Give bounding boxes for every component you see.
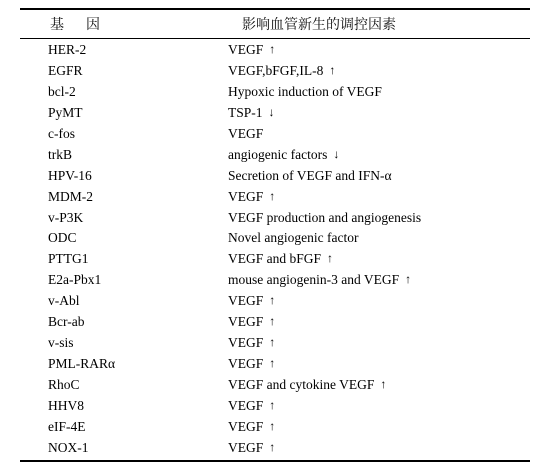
factor-cell <box>228 145 339 166</box>
factor-cell <box>228 228 358 249</box>
table-row <box>0 228 548 249</box>
table-bottom-rule <box>20 460 530 462</box>
table-row <box>0 438 548 459</box>
factor-text: Novel angiogenic factor <box>228 230 359 246</box>
table-row <box>0 333 548 354</box>
gene-cell: v-Abl <box>48 293 80 309</box>
gene-cell: PML-RARα <box>48 356 116 372</box>
arrow-up-icon: ↑ <box>269 397 276 412</box>
factor-text: Secretion of VEGF and IFN-α <box>228 167 392 183</box>
table-row <box>0 375 548 396</box>
gene-header-char-2: 因 <box>86 17 100 33</box>
factor-text: VEGF <box>228 125 264 141</box>
factor-cell <box>228 333 275 354</box>
column-header-gene <box>50 14 130 34</box>
arrow-up-icon: ↑ <box>269 42 276 56</box>
arrow-up-icon: ↑ <box>329 62 336 77</box>
factor-text: VEGF <box>228 314 264 330</box>
arrow-up-icon: ↑ <box>269 293 276 308</box>
gene-cell: c-fos <box>48 125 75 141</box>
factor-cell <box>228 249 333 270</box>
gene-cell: EGFR <box>48 62 83 78</box>
gene-header-char-1: 基 <box>50 17 64 33</box>
arrow-up-icon: ↑ <box>269 335 276 350</box>
arrow-down-icon: ↓ <box>268 104 275 119</box>
table-row <box>0 208 548 229</box>
column-header-factor: 影响血管新生的调控因素 <box>242 17 396 33</box>
factor-cell <box>228 103 275 124</box>
factor-text: VEGF <box>228 397 264 413</box>
table-row <box>0 417 548 438</box>
table-row <box>0 82 548 103</box>
gene-cell: PyMT <box>48 104 83 120</box>
arrow-up-icon: ↑ <box>269 439 276 454</box>
table-row <box>0 312 548 333</box>
table-row <box>0 40 548 61</box>
factor-cell <box>228 438 275 459</box>
gene-cell: ODC <box>48 230 77 246</box>
table-row <box>0 145 548 166</box>
factor-cell <box>228 270 411 291</box>
gene-cell: MDM-2 <box>48 188 94 204</box>
factor-text: VEGF,bFGF,IL-8 <box>228 62 324 78</box>
arrow-up-icon: ↑ <box>269 188 276 203</box>
table-row <box>0 166 548 187</box>
factor-text: VEGF <box>228 356 264 372</box>
factor-text: VEGF <box>228 188 264 204</box>
gene-cell: HER-2 <box>48 42 87 57</box>
arrow-up-icon: ↑ <box>269 314 276 329</box>
gene-cell: v-P3K <box>48 209 84 225</box>
factor-text: VEGF and bFGF <box>228 251 322 267</box>
gene-cell: trkB <box>48 146 73 162</box>
arrow-up-icon: ↑ <box>269 418 276 433</box>
arrow-up-icon: ↑ <box>269 356 276 371</box>
factor-text: VEGF <box>228 439 264 455</box>
factor-cell <box>228 312 275 333</box>
gene-cell: PTTG1 <box>48 251 89 267</box>
factor-cell <box>228 187 275 208</box>
table-row <box>0 249 548 270</box>
table-row <box>0 187 548 208</box>
gene-cell: NOX-1 <box>48 439 89 455</box>
factor-text: VEGF <box>228 293 264 309</box>
factor-cell <box>228 40 275 61</box>
gene-cell: HPV-16 <box>48 167 92 183</box>
factor-text: VEGF <box>228 418 264 434</box>
factor-cell <box>228 82 382 103</box>
factor-cell <box>228 208 421 229</box>
factor-cell <box>228 354 275 375</box>
factor-text: VEGF and cytokine VEGF <box>228 377 375 392</box>
table-body <box>0 40 548 459</box>
gene-cell: Bcr-ab <box>48 314 85 330</box>
gene-cell: RhoC <box>48 377 80 392</box>
arrow-up-icon: ↑ <box>405 272 412 287</box>
factor-cell <box>228 396 275 417</box>
factor-text: TSP-1 <box>228 104 263 120</box>
factor-text: VEGF <box>228 335 264 351</box>
table-top-rule <box>20 8 530 10</box>
gene-cell: v-sis <box>48 335 74 351</box>
arrow-up-icon: ↑ <box>380 377 387 391</box>
factor-text: VEGF <box>228 42 264 57</box>
factor-text: mouse angiogenin-3 and VEGF <box>228 272 400 288</box>
factor-cell <box>228 61 335 82</box>
factor-cell <box>228 166 392 187</box>
factor-cell <box>228 375 386 396</box>
arrow-down-icon: ↓ <box>333 146 340 161</box>
gene-cell: bcl-2 <box>48 83 76 99</box>
gene-cell: E2a-Pbx1 <box>48 272 102 288</box>
table-row <box>0 61 548 82</box>
table-row <box>0 103 548 124</box>
gene-cell: HHV8 <box>48 397 84 413</box>
factor-text: VEGF production and angiogenesis <box>228 209 422 225</box>
factor-cell <box>228 291 275 312</box>
table-row <box>0 354 548 375</box>
table-row <box>0 124 548 145</box>
factor-cell <box>228 417 275 438</box>
gene-cell: eIF-4E <box>48 418 86 434</box>
table-row <box>0 396 548 417</box>
factor-text: angiogenic factors <box>228 146 328 162</box>
arrow-up-icon: ↑ <box>327 251 334 266</box>
factor-text: Hypoxic induction of VEGF <box>228 83 382 99</box>
table-row <box>0 291 548 312</box>
table-row <box>0 270 548 291</box>
factor-cell <box>228 124 263 145</box>
